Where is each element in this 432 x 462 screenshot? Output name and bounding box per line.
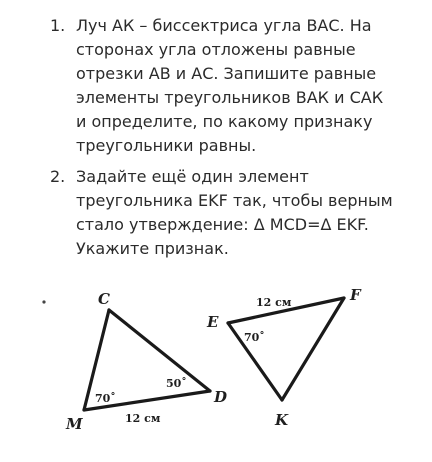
- vertex-c-label: C: [98, 290, 110, 308]
- vertex-d-label: D: [214, 388, 228, 406]
- triangle-ekf: [206, 286, 362, 429]
- vertex-m-label: M: [66, 415, 83, 433]
- side-cd: [109, 310, 210, 391]
- vertex-k-label: K: [275, 411, 289, 429]
- angle-d-label: 50˚: [166, 377, 187, 390]
- task-1-number: 1.: [50, 16, 66, 35]
- vertex-e-label: E: [207, 313, 219, 331]
- side-ef-label: 12 см: [256, 296, 292, 309]
- side-md-label: 12 см: [125, 412, 161, 425]
- angle-e-label: 70˚: [244, 331, 265, 344]
- task-2-number: 2.: [50, 167, 66, 186]
- task-1-text: Луч АК – биссектриса угла ВАС. На сторонах угла отложены равные отрезки АВ и АС. Запишите равные элементы треугольников ВАК и САК и определите, по какому признаку треугольники равны.: [76, 16, 384, 155]
- vertex-f-label: F: [350, 286, 361, 304]
- side-fk: [282, 298, 344, 400]
- stray-dot: [42, 300, 45, 303]
- triangle-mcd: [65, 290, 227, 433]
- triangles-figure: [0, 280, 432, 462]
- task-2-text: Задайте ещё один элемент треугольника EKF так, чтобы верным стало утверждение: Δ MCD=Δ EKF. Укажите признак.: [76, 167, 393, 258]
- angle-m-label: 70˚: [95, 392, 116, 405]
- triangles-drawing: [0, 280, 432, 462]
